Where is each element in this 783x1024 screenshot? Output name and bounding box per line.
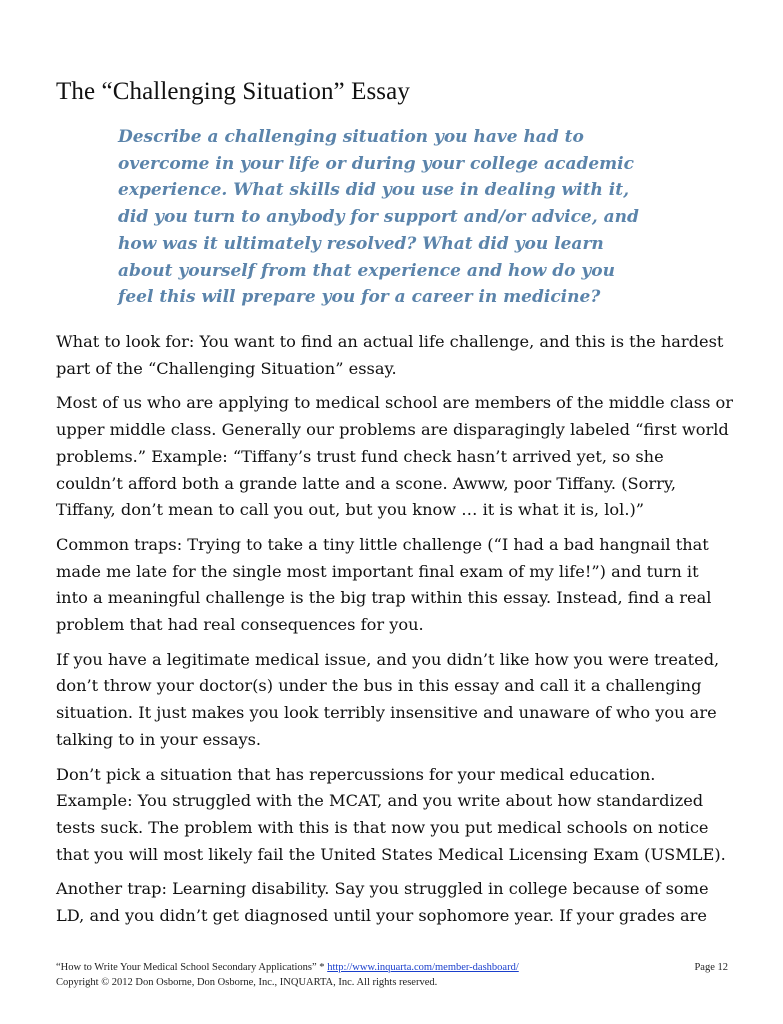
text-line: don’t throw your doctor(s) under the bus in this essay and call it a challenging xyxy=(56,676,702,696)
paragraph-what-to-look-for xyxy=(56,329,736,382)
paragraph-repercussions xyxy=(56,762,736,869)
text-line: couldn’t afford both a grande latte and a scone. Awww, poor Tiffany. (Sorry, xyxy=(56,473,676,493)
paragraph-learning-disability xyxy=(56,876,736,929)
text-line: situation. It just makes you look terribly insensitive and unaware of who you are xyxy=(56,703,717,723)
paragraph-middle-class xyxy=(56,390,736,524)
prompt-line: feel this will prepare you for a career in medicine? xyxy=(118,287,601,308)
text-line: into a meaningful challenge is the big trap within this essay. Instead, find a real xyxy=(56,588,712,608)
prompt-line: experience. What skills did you use in dealing with it, xyxy=(118,180,629,201)
copyright-notice: Copyright © 2012 Don Osborne, Don Osborne, Inc., INQUARTA, Inc. All rights reserved. xyxy=(56,977,438,988)
prompt-line: about yourself from that experience and how do you xyxy=(118,260,615,281)
text-line: Example: You struggled with the MCAT, and you write about how standardized xyxy=(56,791,704,811)
text-line: made me late for the single most important final exam of my life!”) and turn it xyxy=(56,561,699,581)
page-number: Page 12 xyxy=(694,962,728,973)
text-line: Tiffany, don’t mean to call you out, but you know … it is what it is, lol.)” xyxy=(56,500,645,520)
page-footer xyxy=(56,962,728,988)
prompt-line: did you turn to anybody for support and/or advice, and xyxy=(118,207,639,228)
text-line: that you will most likely fail the United States Medical Licensing Exam (USMLE). xyxy=(56,844,726,864)
text-line: Most of us who are applying to medical school are members of the middle class or xyxy=(56,393,734,413)
essay-prompt xyxy=(118,124,718,311)
prompt-line: Describe a challenging situation you have had to xyxy=(118,127,584,147)
text-line: problems.” Example: “Tiffany’s trust fund check hasn’t arrived yet, so she xyxy=(56,446,664,466)
text-line: If you have a legitimate medical issue, and you didn’t like how you were treated, xyxy=(56,649,720,669)
prompt-line: how was it ultimately resolved? What did you learn xyxy=(118,233,604,254)
text-line: talking to in your essays. xyxy=(56,729,262,749)
text-line: LD, and you didn’t get diagnosed until your sophomore year. If your grades are xyxy=(56,906,707,926)
footer-line xyxy=(56,962,728,977)
footer-link[interactable]: http://www.inquarta.com/member-dashboard/ xyxy=(327,962,519,973)
text-line: upper middle class. Generally our problems are disparagingly labeled “first world xyxy=(56,420,729,440)
text-line: Another trap: Learning disability. Say you struggled in college because of some xyxy=(56,879,709,899)
page-title: The “Challenging Situation” Essay xyxy=(56,78,410,105)
text-line: problem that had real consequences for you. xyxy=(56,615,424,635)
text-line: Common traps: Trying to take a tiny little challenge (“I had a bad hangnail that xyxy=(56,534,709,554)
text-line: Don’t pick a situation that has repercussions for your medical education. xyxy=(56,764,656,784)
paragraph-medical-issue xyxy=(56,647,736,754)
prompt-line: overcome in your life or during your college academic xyxy=(118,153,634,174)
text-line: What to look for: You want to find an actual life challenge, and this is the hardest xyxy=(56,332,724,351)
footer-citation xyxy=(56,962,519,973)
body-text xyxy=(56,329,736,938)
paragraph-common-traps xyxy=(56,532,736,639)
footer-book-title: “How to Write Your Medical School Secondary Applications” * xyxy=(56,962,328,973)
text-line: part of the “Challenging Situation” essay. xyxy=(56,358,397,378)
text-line: tests suck. The problem with this is that now you put medical schools on notice xyxy=(56,817,709,837)
